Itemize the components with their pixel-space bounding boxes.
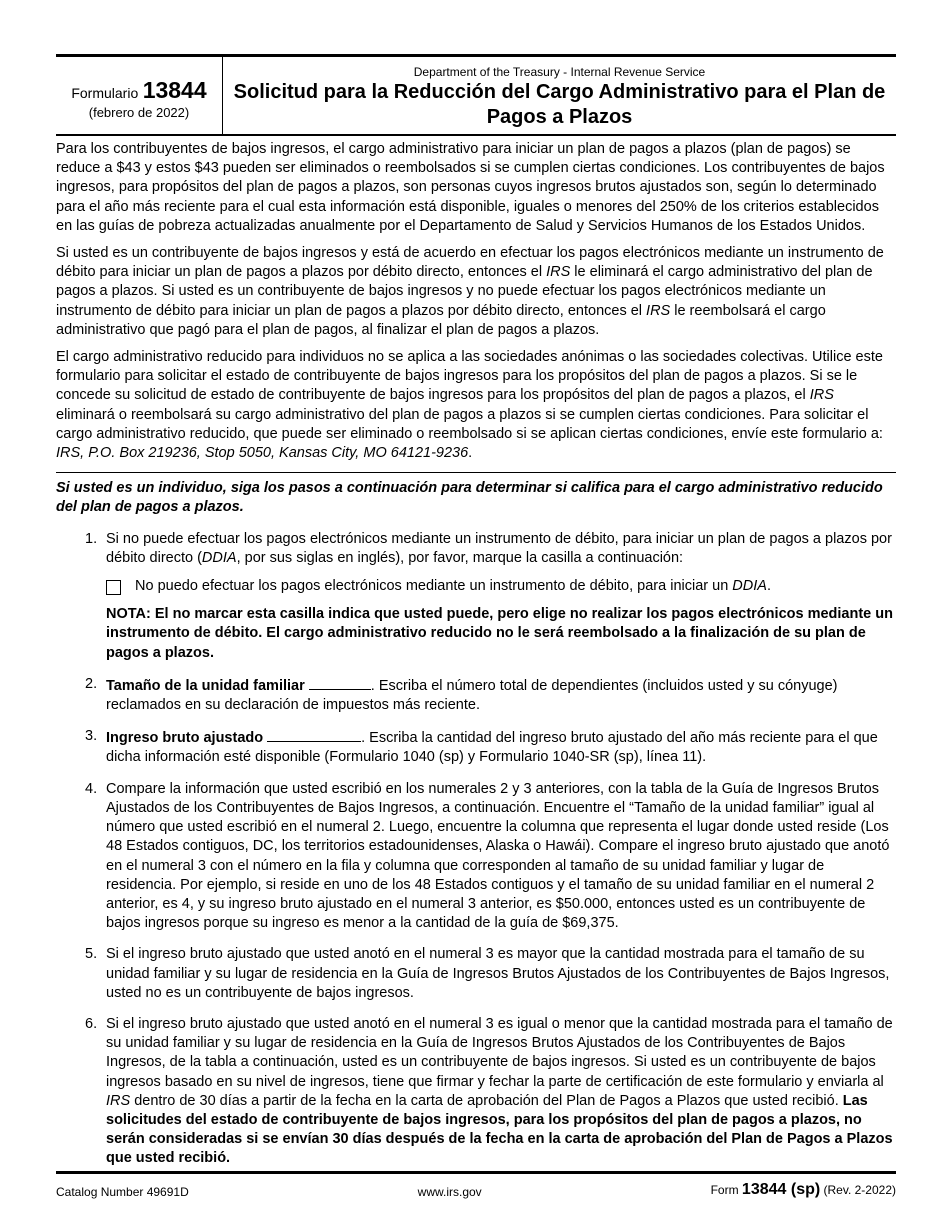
ddia-checkbox-row	[106, 577, 896, 596]
agi-field[interactable]	[267, 727, 361, 742]
steps-lead: Si usted es un individuo, siga los pasos a continuación para determinar si califica para el cargo administrativo reducido del plan de pagos a plazos.	[56, 480, 883, 516]
step-2: 2. Tamaño de la unidad familiar . Escriba el número total de dependientes (incluidos usted y su cónyuge) reclamados en su declaración de impuestos más reciente.	[85, 675, 838, 714]
agency-name: Department of the Treasury - Internal Revenue Service	[413, 65, 706, 79]
step-5: 5. Si el ingreso bruto ajustado que usted anotó en el numeral 3 es mayor que la cantidad mostrada para el tamaño de su unidad familiar y su lugar de residencia en la Guía de Ingresos Brutos Ajustados de los Contribuyentes de Bajos Ingresos, usted no es un contribuyente de bajos ingresos.	[56, 945, 896, 1003]
step-3: 3. Ingreso bruto ajustado . Escriba la cantidad del ingreso bruto ajustado del año más reciente para el que dicha información esté disponible (Formulario 1040 (sp) y Formulario 1040-SR (sp), línea 11).	[85, 728, 878, 766]
family-size-label: Tamaño de la unidad familiar	[106, 677, 305, 694]
steps-section	[56, 479, 896, 1168]
catalog-number: Catalog Number 49691D	[56, 1185, 189, 1199]
intro-paragraph-1: Para los contribuyentes de bajos ingresos, el cargo administrativo para iniciar un plan de pagos a plazos (plan de pagos) se reduce a $43 y estos $43 pueden ser eliminados o reembolsados si se cumplen ciertas condiciones. Los contribuyentes de bajos ingresos, para propósitos del plan de pagos a plazos, son personas cuyos ingresos brutos ajustados son, según lo determinado para el año más reciente para el cual esta información está disponible, iguales o menores del 250% de los criterios establecidos en las guías de pobreza actualizadas anualmente por el Departamento de Salud y Servicios Humanos de los Estados Unidos.	[56, 141, 885, 234]
step-5-text: Si el ingreso bruto ajustado que usted anotó en el numeral 3 es mayor que la cantidad mostrada para el tamaño de su unidad familiar y su lugar de residencia en la Guía de Ingresos Brutos Ajustados de los Contribuyentes de Bajos Ingresos, usted no es un contribuyente de bajos ingresos.	[106, 946, 890, 1001]
ddia-checkbox[interactable]	[106, 580, 121, 595]
irs-website-link[interactable]: www.irs.gov	[417, 1185, 482, 1199]
form-header	[56, 57, 896, 136]
title-block	[223, 57, 896, 134]
step-1-note: NOTA: El no marcar esta casilla indica que usted puede, pero elige no realizar los pagos electrónicos mediante un instrumento de débito. El cargo administrativo reducido no le será reembolsado a la finalización de su plan de pagos a plazos.	[106, 606, 893, 661]
form-footer	[56, 1171, 896, 1199]
agi-label: Ingreso bruto ajustado	[106, 730, 264, 747]
step-4-text: Compare la información que usted escribió en los numerales 2 y 3 anteriores, con la tabla de la Guía de Ingresos Brutos Ajustados de los Contribuyentes de Bajos Ingresos, a continuación. Encuentre el “Tamaño de la unidad familiar” igual al número que usted escribió en el numeral 2. Luego, encuentre la columna que representa el lugar donde usted reside (Los 48 Estados contiguos, DC, los territorios estadounidenses, Alaska o Hawái). Compare el ingreso bruto ajustado que anotó en el numeral 3 con el número en la fila y columna que corresponden al tamaño de su unidad familiar y lugar de residencia. Por ejemplo, si reside en uno de los 48 Estados contiguos y el tamaño de su unidad familiar en el numeral 2 anterior, es 4, y su ingreso bruto ajustado en el numeral 3 anterior, es $50.000, entonces usted es un contribuyente de bajos ingresos porque su ingreso es menor a la cantidad de la guía de $69,375.	[106, 780, 890, 932]
ddia-checkbox-label: No puedo efectuar los pagos electrónicos mediante un instrumento de débito, para iniciar un DDIA.	[135, 578, 771, 595]
step-1: 1. Si no puede efectuar los pagos electrónicos mediante un instrumento de débito, para iniciar un plan de pagos a plazos por débito directo (DDIA, por sus siglas en inglés), por favor, marque la casilla a continuación: No puedo efectuar los pagos electrónicos mediante un instrumento de débito, para iniciar un DDIA. NOTA: El no marcar esta casilla indica que usted puede, pero elige no realizar los pagos electrónicos mediante un instrumento de débito. El cargo administrativo reducido no le será reembolsado a la finalización de su plan de pagos a plazos.	[56, 530, 896, 663]
form-number: 13844	[142, 77, 207, 103]
form-page	[56, 54, 896, 1169]
mailing-address: IRS, P.O. Box 219236, Stop 5050, Kansas City, MO 64121-9236	[56, 445, 469, 462]
step-4: 4. Compare la información que usted escribió en los numerales 2 y 3 anteriores, con la tabla de la Guía de Ingresos Brutos Ajustados de los Contribuyentes de Bajos Ingresos, a continuación. Encuentre el “Tamaño de la unidad familiar” igual al número que usted escribió en el numeral 2. Luego, encuentre la columna que representa el lugar donde usted reside (Los 48 Estados contiguos, DC, los territorios estadounidenses, Alaska o Hawái). Compare el ingreso bruto ajustado que anotó en el numeral 3 con el número en la fila y columna que corresponden al tamaño de su unidad familiar y lugar de residencia. Por ejemplo, si reside en uno de los 48 Estados contiguos y el tamaño de su unidad familiar en el numeral 2 anterior, es 4, y su ingreso bruto ajustado en el numeral 3 anterior, es $50.000, entonces usted es un contribuyente de bajos ingresos porque su ingreso es menor a la cantidad de la guía de $69,375.	[56, 780, 896, 934]
family-size-field[interactable]	[309, 675, 371, 690]
form-id-block	[56, 57, 223, 134]
step-1-text: Si no puede efectuar los pagos electrónicos mediante un instrumento de débito, para iniciar un plan de pagos a plazos por débito directo (DDIA, por sus siglas en inglés), por favor, marque la casilla a continuación:	[106, 530, 892, 566]
intro-paragraph-3: El cargo administrativo reducido para individuos no se aplica a las sociedades anónimas o las sociedades colectivas. Utilice este formulario para solicitar el estado de contribuyente de bajos ingresos para los propósitos del plan de pagos a plazos. Si se le concede su solicitud de estado de contribuyente de bajos ingresos para los propósitos del plan de pagos a plazos, el IRS eliminará o reembolsará su cargo administrativo del plan de pagos a plazos si se cumplen ciertas condiciones. Para solicitar el cargo administrativo reducido, que puede ser eliminado o reembolsado si se aplican ciertas condiciones, envíe este formulario a: IRS, P.O. Box 219236, Stop 5050, Kansas City, MO 64121-9236.	[56, 349, 883, 462]
form-title: Solicitud para la Reducción del Cargo Administrativo para el Plan de Pagos a Plazos	[233, 81, 886, 128]
step-6: 6. Si el ingreso bruto ajustado que usted anotó en el numeral 3 es igual o menor que la cantidad mostrada para el tamaño de su unidad familiar y su lugar de residencia en la Guía de Ingresos Brutos Ajustados de los Contribuyentes de Bajos Ingresos, de la tabla a continuación, usted es un contribuyente de bajos ingresos. Si usted es un contribuyente de bajos ingresos basado en su nivel de ingresos, tiene que firmar y fechar la parte de certificación de este formulario y enviarla al IRS dentro de 30 días a partir de la fecha en la carta de aprobación del Plan de Pagos a Plazos que usted recibió. Las solicitudes del estado de contribuyente de bajos ingresos, para los propósitos del plan de pagos a plazos, no serán consideradas si se envían 30 días después de la fecha en la carta de aprobación del Plan de Pagos a Plazos que usted recibió.	[56, 1015, 896, 1169]
form-word: Formulario	[71, 85, 139, 101]
intro-section	[56, 140, 896, 463]
footer-form-id: Form 13844 (sp) (Rev. 2-2022)	[710, 1181, 896, 1198]
intro-paragraph-2: Si usted es un contribuyente de bajos ingresos y está de acuerdo en efectuar los pagos electrónicos mediante un instrumento de débito para iniciar un plan de pagos a plazos por débito directo, entonces el IRS le eliminará el cargo administrativo del plan de pagos a plazos. Si usted es un contribuyente de bajos ingresos y no puede efectuar los pagos electrónicos mediante un instrumento de débito para iniciar un plan de pagos a plazos por débito directo, entonces el IRS le reembolsará el cargo administrativo que pagó para el plan de pagos, al finalizar el plan de pagos a plazos.	[56, 245, 884, 338]
form-date: (febrero de 2022)	[88, 105, 190, 120]
section-divider	[56, 472, 896, 473]
step-6-text: Si el ingreso bruto ajustado que usted anotó en el numeral 3 es igual o menor que la cantidad mostrada para el tamaño de su unidad familiar y su lugar de residencia en la Guía de Ingresos Brutos Ajustados de los Contribuyentes de Bajos Ingresos, de la tabla a continuación, usted es un contribuyente de bajos ingresos. Si usted es un contribuyente de bajos ingresos basado en su nivel de ingresos, tiene que firmar y fechar la parte de certificación de este formulario y enviarla al IRS dentro de 30 días a partir de la fecha en la carta de aprobación del Plan de Pagos a Plazos que usted recibió. Las solicitudes del estado de contribuyente de bajos ingresos, para los propósitos del plan de pagos a plazos, no serán consideradas si se envían 30 días después de la fecha en la carta de aprobación del Plan de Pagos a Plazos que usted recibió.	[106, 1015, 893, 1167]
